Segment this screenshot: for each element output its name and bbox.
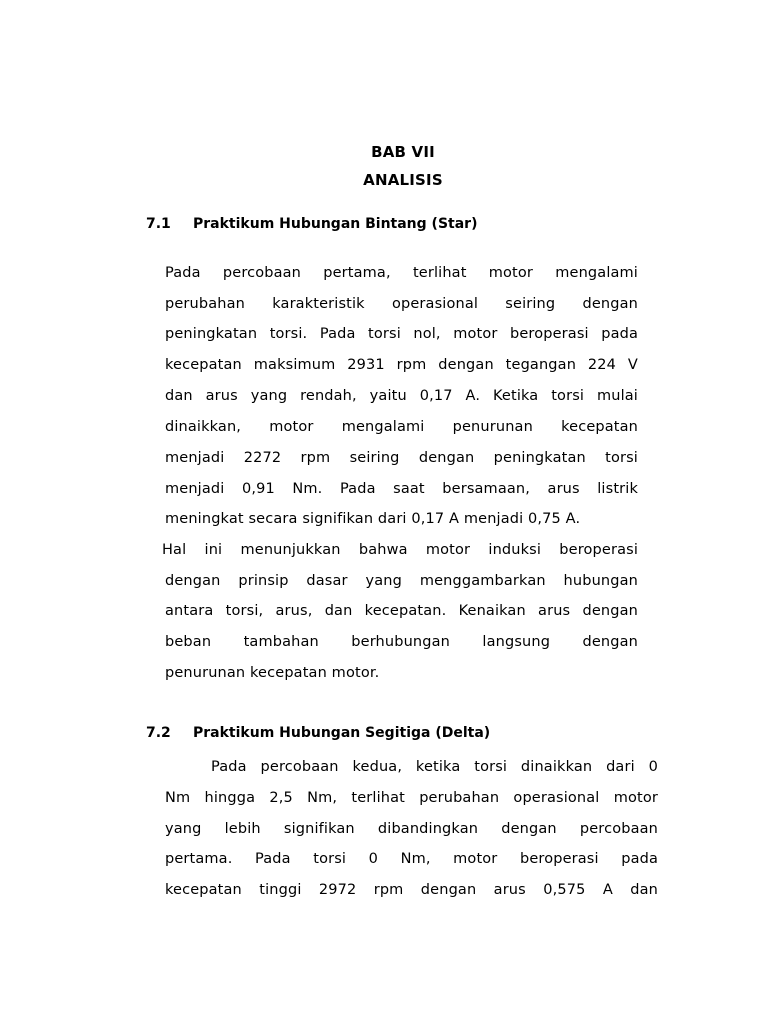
- section-title: Praktikum Hubungan Bintang (Star): [193, 216, 478, 232]
- paragraph-line: dengan prinsip dasar yang menggambarkan hubungan: [165, 573, 638, 589]
- paragraph-line: menjadi 0,91 Nm. Pada saat bersamaan, arus listrik: [165, 481, 638, 497]
- chapter-title: ANALISIS: [363, 171, 443, 189]
- paragraph-line: pertama. Pada torsi 0 Nm, motor beroperasi pada: [165, 851, 658, 867]
- paragraph-line: dan arus yang rendah, yaitu 0,17 A. Ketika torsi mulai: [165, 388, 638, 404]
- paragraph-line: kecepatan tinggi 2972 rpm dengan arus 0,575 A dan: [165, 882, 658, 898]
- paragraph-line: Pada percobaan kedua, ketika torsi dinaikkan dari 0: [211, 759, 658, 775]
- paragraph-line: Hal ini menunjukkan bahwa motor induksi beroperasi: [162, 542, 638, 558]
- paragraph-line: peningkatan torsi. Pada torsi nol, motor beroperasi pada: [165, 326, 638, 342]
- paragraph-line: yang lebih signifikan dibandingkan dengan percobaan: [165, 821, 658, 837]
- paragraph-line: Nm hingga 2,5 Nm, terlihat perubahan operasional motor: [165, 790, 658, 806]
- paragraph-line: penurunan kecepatan motor.: [165, 665, 380, 681]
- section-heading-7-2: [146, 725, 490, 741]
- section-number: 7.1: [146, 216, 171, 232]
- paragraph-line: kecepatan maksimum 2931 rpm dengan tegangan 224 V: [165, 357, 638, 373]
- paragraph-line: beban tambahan berhubungan langsung dengan: [165, 634, 638, 650]
- section-title: Praktikum Hubungan Segitiga (Delta): [193, 725, 491, 741]
- paragraph-line: perubahan karakteristik operasional seiring dengan: [165, 296, 638, 312]
- paragraph-line: dinaikkan, motor mengalami penurunan kecepatan: [165, 419, 638, 435]
- paragraph-line: Pada percobaan pertama, terlihat motor mengalami: [165, 265, 638, 281]
- paragraph-line: menjadi 2272 rpm seiring dengan peningkatan torsi: [165, 450, 638, 466]
- paragraph-line: antara torsi, arus, dan kecepatan. Kenaikan arus dengan: [165, 603, 638, 619]
- section-heading-7-1: [146, 216, 477, 232]
- paragraph-line: meningkat secara signifikan dari 0,17 A menjadi 0,75 A.: [165, 511, 581, 527]
- section-number: 7.2: [146, 725, 171, 741]
- chapter-number: BAB VII: [371, 143, 435, 161]
